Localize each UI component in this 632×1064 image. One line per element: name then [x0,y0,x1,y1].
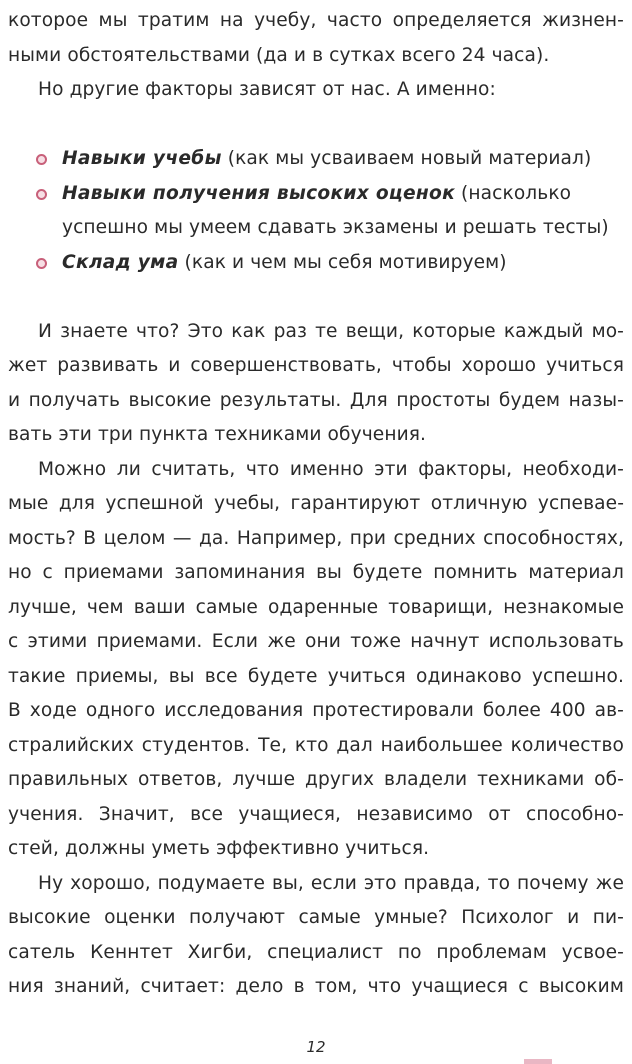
bullet-description: (как и чем мы себя мотивируем) [178,251,507,273]
text-line: стралийских студентов. Те, кто дал наибольшее количество [8,734,624,756]
bullet-circle-icon [36,258,47,269]
text-line: Можно ли считать, что именно эти факторы, необходи- [38,458,624,480]
text-line: Но другие факторы зависят от нас. А именно: [38,79,496,100]
text-line: мость? В целом — да. Например, при средних способностях, [8,527,624,549]
spacer [8,108,624,143]
text-line: ния знаний, считает: дело в том, что учащиеся с высоким [8,976,624,997]
bullet-item [8,142,624,177]
bullet-term: Навыки получения высоких оценок [62,182,456,204]
text-line: сатель Кеннтет Хигби, специалист по проблемам усвое- [8,941,624,963]
text-line: И знаете что? Это как раз те вещи, которые каждый мо- [38,320,624,342]
bullet-description: (насколько [455,182,572,204]
text-line: В ходе одного исследования протестировали более 400 ав- [8,700,624,721]
bullet-circle-icon [36,154,47,165]
text-line: Ну хорошо, подумаете вы, если это правда, то почему же [38,872,624,894]
bullet-term: Навыки учебы [62,148,222,169]
text-line: но с приемами запоминания вы будете помнить материал [8,562,624,583]
text-line: лучше, чем ваши самые одаренные товарищи, незнакомые [8,596,624,618]
text-line: стей, должны уметь эффективно учиться. [8,838,430,859]
text-line: жет развивать и совершенствовать, чтобы хорошо учиться [8,355,624,376]
page-body [8,4,624,1005]
text-line: учения. Значит, все учащиеся, независимо от способно- [8,803,624,825]
bullet-item [8,246,624,281]
bullet-continuation: успешно мы умеем сдавать экзамены и решать тесты) [62,217,609,238]
text-line: мые для успешной учебы, гарантируют отличную успевае- [8,493,624,514]
corner-accent [524,1059,552,1064]
text-line: с этими приемами. Если же они тоже начнут использовать [8,631,624,652]
text-line: вать эти три пункта техниками обучения. [8,424,427,445]
page-number: 12 [306,1038,326,1056]
text-line: ными обстоятельствами (да и в сутках всего 24 часа). [8,44,550,66]
bullet-item [8,177,624,212]
text-line: и получать высокие результаты. Для простоты будем назы- [8,389,624,411]
text-line: которое мы тратим на учебу, часто определяется жизнен- [8,10,624,31]
text-line: правильных ответов, лучше других владели техниками об- [8,769,624,790]
bullet-circle-icon [36,189,47,200]
bullet-term: Склад ума [62,251,179,273]
text-line: такие приемы, вы все будете учиться одинаково успешно. [8,665,624,687]
spacer [8,280,624,315]
bullet-description: (как мы усваиваем новый материал) [221,148,592,169]
text-line: высокие оценки получают самые умные? Психолог и пи- [8,907,624,928]
